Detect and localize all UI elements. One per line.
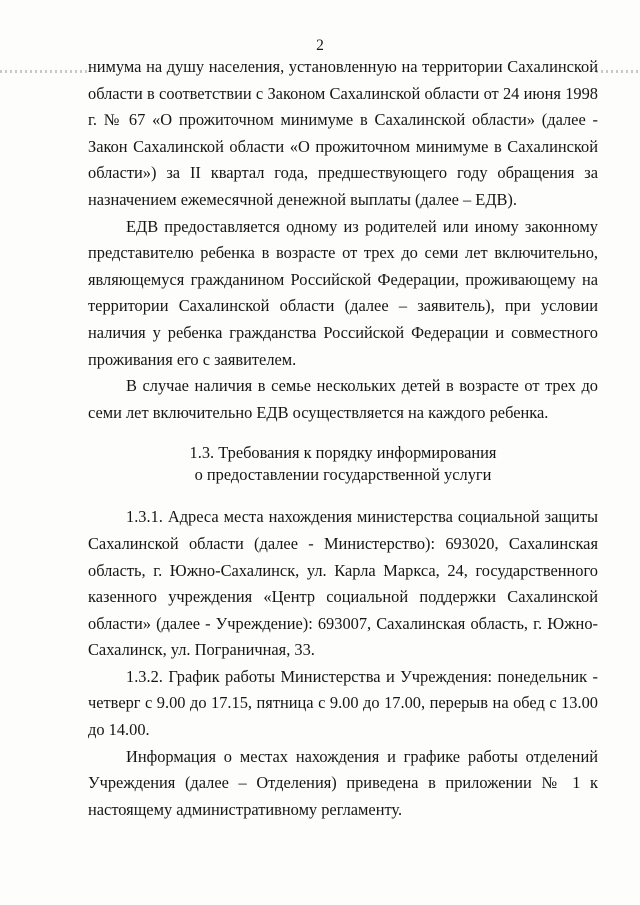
paragraph-edv-recipients: ЕДВ предоставляется одному из родителей или иному законному представителю ребенка в возрасте от трех до семи лет включительно, являющемуся гражданином Российской Федерации, проживающему на территории Сахалинской области (далее – заявитель), при условии наличия у ребенка гражданства Российской Федерации и совместного проживания его с заявителем. xyxy=(88,216,598,369)
section-heading-line-2: о предоставлении государственной услуги xyxy=(194,465,492,485)
paragraph-work-schedule: 1.3.2. График работы Министерства и Учреждения: понедельник - четверг с 9.00 до 17.15, пятница с 9.00 до 17.00, перерыв на обед с 13.00 до 14.00. xyxy=(88,666,598,740)
scan-artifact-right xyxy=(596,70,640,73)
paragraph-continuation: нимума на душу населения, установленную на территории Сахалинской области в соответствии с Законом Сахалинской области от 24 июня 1998 г. № 67 «О прожиточном минимуме в Сахалинской области» (далее - Закон Сахалинской области «О прожиточном минимуме в Сахалинской области») за II квартал года, предшествующего году обращения за назначением ежемесячной денежной выплаты (далее – ЕДВ). xyxy=(88,57,598,209)
paragraph-addresses: 1.3.1. Адреса места нахождения министерства социальной защиты Сахалинской области (далее - Министерство): 693020, Сахалинская область, г. Южно-Сахалинск, ул. Карла Маркса, 24, государственного казенного учреждения «Центр социальной поддержки Сахалинской области» (далее - Учреждение): 693007, Сахалинская область, г. Южно-Сахалинск, ул. Пограничная, 33. xyxy=(88,507,598,660)
paragraph-several-children: В случае наличия в семье нескольких детей в возрасте от трех до семи лет включительно ЕДВ осуществляется на каждого ребенка. xyxy=(88,376,598,422)
document-body xyxy=(88,54,598,823)
page-number: 2 xyxy=(316,37,324,54)
paragraph-branch-info: Информация о местах нахождения и графике работы отделений Учреждения (далее – Отделения) приведена в приложении № 1 к настоящему административному регламенту. xyxy=(88,746,598,819)
section-heading-line-1: 1.3. Требования к порядку информирования xyxy=(189,443,497,463)
scan-artifact-left xyxy=(0,70,88,73)
section-heading-1-3 xyxy=(88,442,598,486)
